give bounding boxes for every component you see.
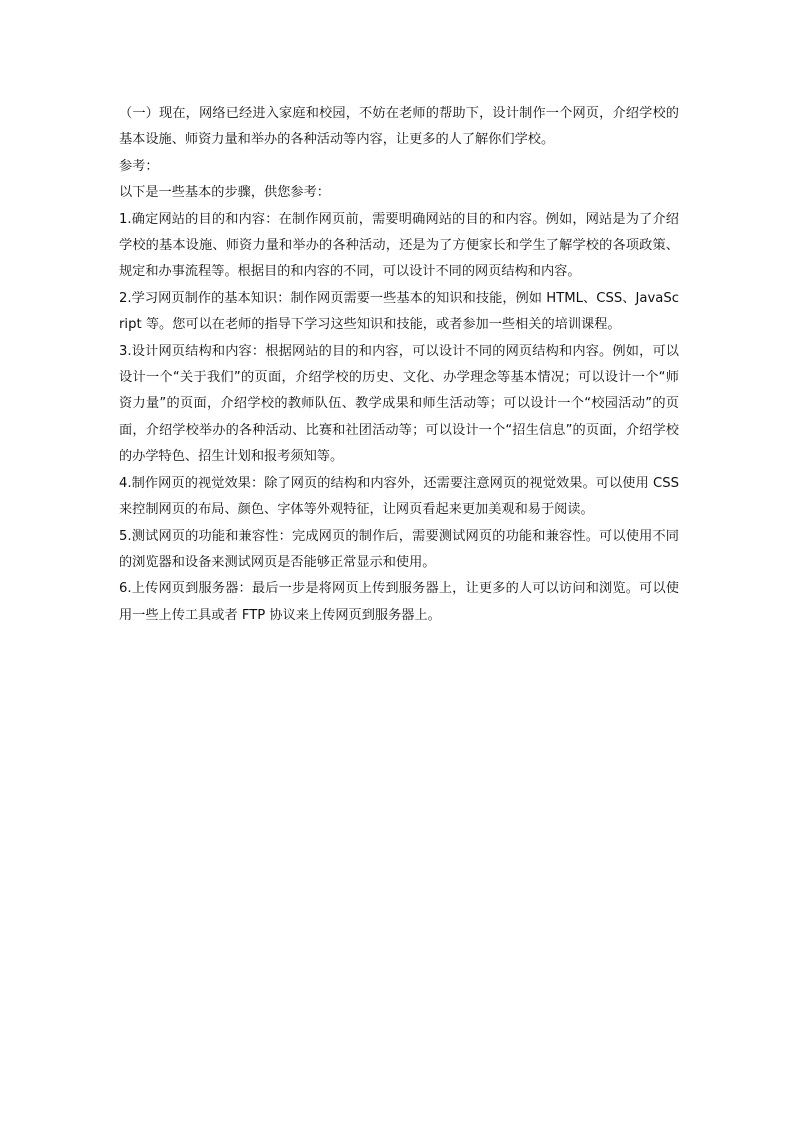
step-5-paragraph: 5.测试网页的功能和兼容性：完成网页的制作后，需要测试网页的功能和兼容性。可以使用不同的浏览器和设备来测试网页是否能够正常显示和使用。 bbox=[119, 528, 679, 570]
reference-label: 参考： bbox=[119, 158, 159, 174]
intro-paragraph: （一）现在，网络已经进入家庭和校园，不妨在老师的帮助下，设计制作一个网页，介绍学校的基本设施、师资力量和举办的各种活动等内容，让更多的人了解你们学校。 bbox=[119, 106, 679, 148]
step-2-paragraph: 2.学习网页制作的基本知识：制作网页需要一些基本的知识和技能，例如 HTML、CSS、JavaScript 等。您可以在老师的指导下学习这些知识和技能，或者参加一些相关的培训课程。 bbox=[119, 290, 679, 333]
step-3-paragraph: 3.设计网页结构和内容：根据网站的目的和内容，可以设计不同的网页结构和内容。例如，可以设计一个“关于我们”的页面，介绍学校的历史、文化、办学理念等基本情况；可以设计一个“师资力量”的页面，介绍学校的教师队伍、教学成果和师生活动等；可以设计一个“校园活动”的页面，介绍学校举办的各种活动、比赛和社团活动等；可以设计一个“招生信息”的页面，介绍学校的办学特色、招生计划和报考须知等。 bbox=[119, 343, 679, 465]
step-1-paragraph: 1.确定网站的目的和内容：在制作网页前，需要明确网站的目的和内容。例如，网站是为了介绍学校的基本设施、师资力量和举办的各种活动，还是为了方便家长和学生了解学校的各项政策、规定和办事流程等。根据目的和内容的不同，可以设计不同的网页结构和内容。 bbox=[119, 211, 679, 280]
step-4-paragraph: 4.制作网页的视觉效果：除了网页的结构和内容外，还需要注意网页的视觉效果。可以使用 CSS 来控制网页的布局、颜色、字体等外观特征，让网页看起来更加美观和易于阅读。 bbox=[119, 475, 679, 518]
step-6-paragraph: 6.上传网页到服务器：最后一步是将网页上传到服务器上，让更多的人可以访问和浏览。可以使用一些上传工具或者 FTP 协议来上传网页到服务器上。 bbox=[119, 581, 679, 623]
steps-intro: 以下是一些基本的步骤，供您参考： bbox=[119, 185, 330, 201]
document-body bbox=[119, 101, 679, 629]
